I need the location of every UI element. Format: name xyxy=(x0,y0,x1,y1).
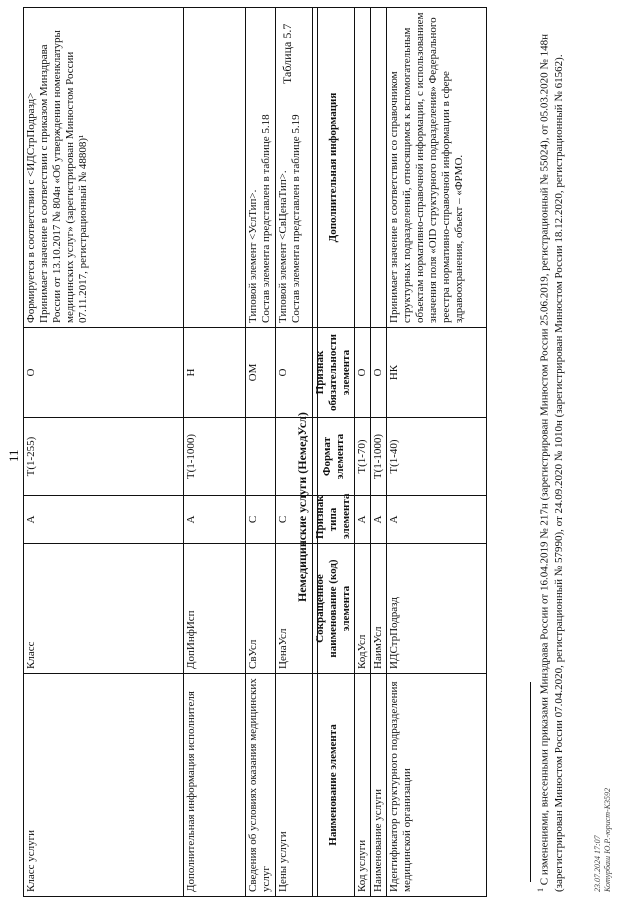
stamp-signer: Котурбаш Ю.Р.-юрист-К3592 xyxy=(603,787,612,892)
cell-type: A xyxy=(24,496,184,544)
footnote-text: С изменениями, внесенными приказами Минздрава России от 16.04.2019 № 217н (зарегистрирован Минюстом России 25.06.2019, регистрационный № 55024), от 05.03.2020 № 148н (зарегистрирован Минюстом России 07.04.2020, регистрационный № 57990), от 24.09.2020 № 1010н (зарегистрирован Минюстом России 18.12.2020, регистрационный № 61562). xyxy=(538,33,565,892)
cell-format: T(1-70) xyxy=(355,418,371,496)
table-row xyxy=(246,8,276,897)
cell-obligation: O xyxy=(24,328,184,418)
cell-name: Цены услуги xyxy=(276,674,318,897)
cell-name: Наименование услуги xyxy=(371,674,387,897)
cell-code: ДопИнфИсп xyxy=(184,544,246,674)
cell-info: Типовой элемент <УслТип>. Состав элемента представлен в таблице 5.18 xyxy=(246,8,276,328)
cell-obligation: ОМ xyxy=(246,328,276,418)
cell-format: T(1-40) xyxy=(387,418,487,496)
table-row xyxy=(184,8,246,897)
cell-info xyxy=(371,8,387,328)
cell-type: A xyxy=(387,496,487,544)
stamp-date: 23.07.2024 17:07 xyxy=(593,835,602,892)
table-title: Немедицинские услуги (НемедУсл) xyxy=(295,412,309,602)
header-code: Сокращенное наименование (код) элемента xyxy=(313,544,355,674)
cell-code: СвУсл xyxy=(246,544,276,674)
header-name: Наименование элемента xyxy=(313,674,355,897)
cell-info: Принимает значение в соответствии со справочником структурных подразделений, относящимся к вспомогательным объектам нормативно-справочной информации, с использованием значения поля «OID структурного подразделения» Федерального реестра нормативно-справочной информации в сфере здравоохранения, объект – «ФРМО. xyxy=(387,8,487,328)
cell-obligation: O xyxy=(355,328,371,418)
cell-name: Сведения об условиях оказания медицинских услуг xyxy=(246,674,276,897)
cell-obligation: НК xyxy=(387,328,487,418)
cell-code: НаимУсл xyxy=(371,544,387,674)
header-info: Дополнительная информация xyxy=(313,8,355,328)
document-stamp xyxy=(593,788,613,892)
cell-info xyxy=(184,8,246,328)
cell-code: Класс xyxy=(24,544,184,674)
cell-name: Дополнительная информация исполнителя xyxy=(184,674,246,897)
footnote-rule xyxy=(530,682,531,882)
footnote xyxy=(534,12,566,892)
cell-format: T(1-1000) xyxy=(184,418,246,496)
table-label: Таблица 5.7 xyxy=(280,23,294,84)
top-table xyxy=(23,7,318,897)
cell-name: Класс услуги xyxy=(24,674,184,897)
cell-code: КодУсл xyxy=(355,544,371,674)
cell-type: A xyxy=(371,496,387,544)
cell-type: С xyxy=(246,496,276,544)
cell-info: Типовой элемент <СвЦенаТип>. Состав элемента представлен в таблице 5.19 xyxy=(276,8,318,328)
cell-name: Код услуги xyxy=(355,674,371,897)
page-number: 11 xyxy=(6,449,21,462)
cell-code: ЦенаУсл xyxy=(276,544,318,674)
cell-obligation: O xyxy=(371,328,387,418)
header-type: Признак типа элемента xyxy=(313,496,355,544)
cell-type: A xyxy=(184,496,246,544)
cell-obligation: O xyxy=(276,328,318,418)
table-row xyxy=(355,8,371,897)
bottom-table xyxy=(312,7,487,897)
cell-format xyxy=(246,418,276,496)
table-row xyxy=(371,8,387,897)
cell-format: T(1-255) xyxy=(24,418,184,496)
header-format: Формат элемента xyxy=(313,418,355,496)
cell-name: Идентификатор структурного подразделения медицинской организации xyxy=(387,674,487,897)
cell-obligation: Н xyxy=(184,328,246,418)
header-row xyxy=(313,8,355,897)
cell-type: A xyxy=(355,496,371,544)
table-row xyxy=(387,8,487,897)
cell-info xyxy=(355,8,371,328)
table-row xyxy=(24,8,184,897)
cell-info: Формируется в соответствии с <ИДСтрПодразд> Принимает значение в соответствии с приказом Минздрава России от 13.10.2017 № 804н «Об утверждении номенклатуры медицинских услуг» (зарегистрирован Минюстом России 07.11.2017, регистрационный № 48808)¹ xyxy=(24,8,184,328)
header-obligation: Признак обязательности элемента xyxy=(313,328,355,418)
cell-code: ИДСтрПодразд xyxy=(387,544,487,674)
cell-format: T(1-1000) xyxy=(371,418,387,496)
footnote-marker: 1 xyxy=(536,888,545,892)
cell-type: С xyxy=(276,496,318,544)
